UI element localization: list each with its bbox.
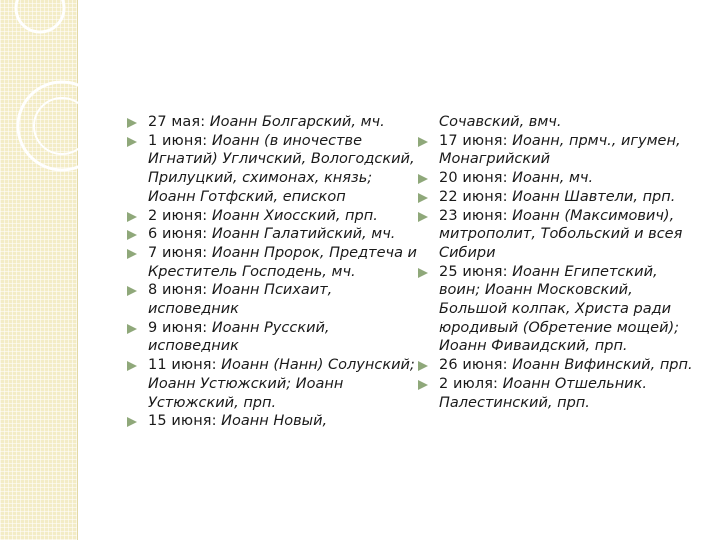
bullet-icon	[418, 212, 428, 222]
entry-text: Иоанн, прмч., игумен, Монагрийский	[439, 132, 681, 168]
list-item	[127, 132, 417, 207]
bullet-icon	[127, 417, 137, 427]
entry-date: 8 июня:	[148, 282, 208, 299]
bullet-icon	[418, 193, 428, 203]
entry-text: Иоанн Русский, исповедник	[148, 319, 330, 355]
entry-text: Иоанн Шавтели, прп.	[507, 188, 676, 205]
list-item	[127, 244, 417, 281]
decorative-circles	[0, 0, 90, 180]
continued-text: Сочавский, вмч.	[439, 114, 562, 130]
bullet-icon	[127, 361, 137, 371]
left-column	[127, 113, 417, 431]
bullet-icon	[418, 268, 428, 278]
entry-text: Иоанн Хиосский, прп.	[207, 207, 378, 224]
deco-circle-large	[18, 82, 90, 170]
entry-date: 27 мая:	[148, 114, 206, 130]
bullet-icon	[127, 230, 137, 240]
entry-date: 26 июня:	[439, 357, 508, 374]
list-item	[127, 412, 417, 431]
entry-date: 22 июня:	[439, 188, 508, 205]
entry-text: Иоанн (Максимович), митрополит, Тобольский и всея Сибири	[439, 207, 683, 261]
entry-date: 11 июня:	[148, 357, 217, 374]
entry-date: 25 июня:	[439, 263, 508, 280]
list-item	[127, 113, 417, 132]
entry-date: 20 июня:	[439, 170, 508, 187]
bullet-icon	[418, 361, 428, 371]
entry-date: 9 июня:	[148, 319, 208, 336]
list-item	[127, 356, 417, 412]
entry-date: 23 июня:	[439, 207, 508, 224]
entry-date: 7 июня:	[148, 244, 208, 261]
entry-text: Иоанн Отшельник. Палестинский, прп.	[439, 375, 647, 411]
bullet-icon	[127, 137, 137, 147]
bullet-icon	[418, 174, 428, 184]
entry-date: 15 июня:	[148, 413, 217, 430]
entry-date: 2 июля:	[439, 375, 499, 392]
list-item	[418, 375, 703, 412]
bullet-icon	[127, 324, 137, 334]
entry-date: 2 июня:	[148, 207, 208, 224]
entry-text: Иоанн (в иночестве Игнатий) Угличский, Вологодский, Прилуцкий, схимонах, князь; Иоанн Готфский, епископ	[148, 132, 415, 205]
list-item	[127, 225, 417, 244]
bullet-icon	[127, 286, 137, 296]
list-item	[127, 319, 417, 356]
list-item	[418, 188, 703, 207]
list-item	[418, 356, 703, 375]
entry-text: Иоанн Египетский, воин; Иоанн Московский, Большой колпак, Христа ради юродивый (Обретение мощей); Иоанн Фиваидский, прп.	[439, 263, 680, 355]
bullet-icon	[418, 137, 428, 147]
bullet-icon	[127, 212, 137, 222]
entry-text: Иоанн Новый,	[216, 413, 328, 430]
right-column	[418, 113, 703, 412]
bullet-icon	[418, 380, 428, 390]
deco-circle-inner	[34, 98, 90, 154]
entry-text: Иоанн Галатийский, мч.	[207, 226, 396, 243]
entry-text: Иоанн Болгарский, мч.	[205, 114, 385, 130]
entry-text: Иоанн, мч.	[507, 170, 594, 187]
deco-circle-top	[16, 0, 64, 32]
entry-text: Иоанн Вифинский, прп.	[507, 357, 693, 374]
entry-date: 6 июня:	[148, 226, 208, 243]
entry-text: Иоанн (Нанн) Солунский; Иоанн Устюжский; Иоанн Устюжский, прп.	[148, 357, 415, 411]
entry-text: Иоанн Пророк, Предтеча и Креститель Господень, мч.	[148, 244, 417, 280]
bullet-icon	[127, 249, 137, 259]
list-item	[418, 132, 703, 169]
list-item	[418, 263, 703, 357]
entry-date: 17 июня:	[439, 132, 508, 149]
bullet-icon	[127, 118, 137, 128]
entry-text: Иоанн Психаит, исповедник	[148, 282, 333, 318]
list-item	[127, 207, 417, 226]
list-item	[418, 169, 703, 188]
list-item	[418, 207, 703, 263]
list-item	[127, 281, 417, 318]
entry-date: 1 июня:	[148, 132, 208, 149]
